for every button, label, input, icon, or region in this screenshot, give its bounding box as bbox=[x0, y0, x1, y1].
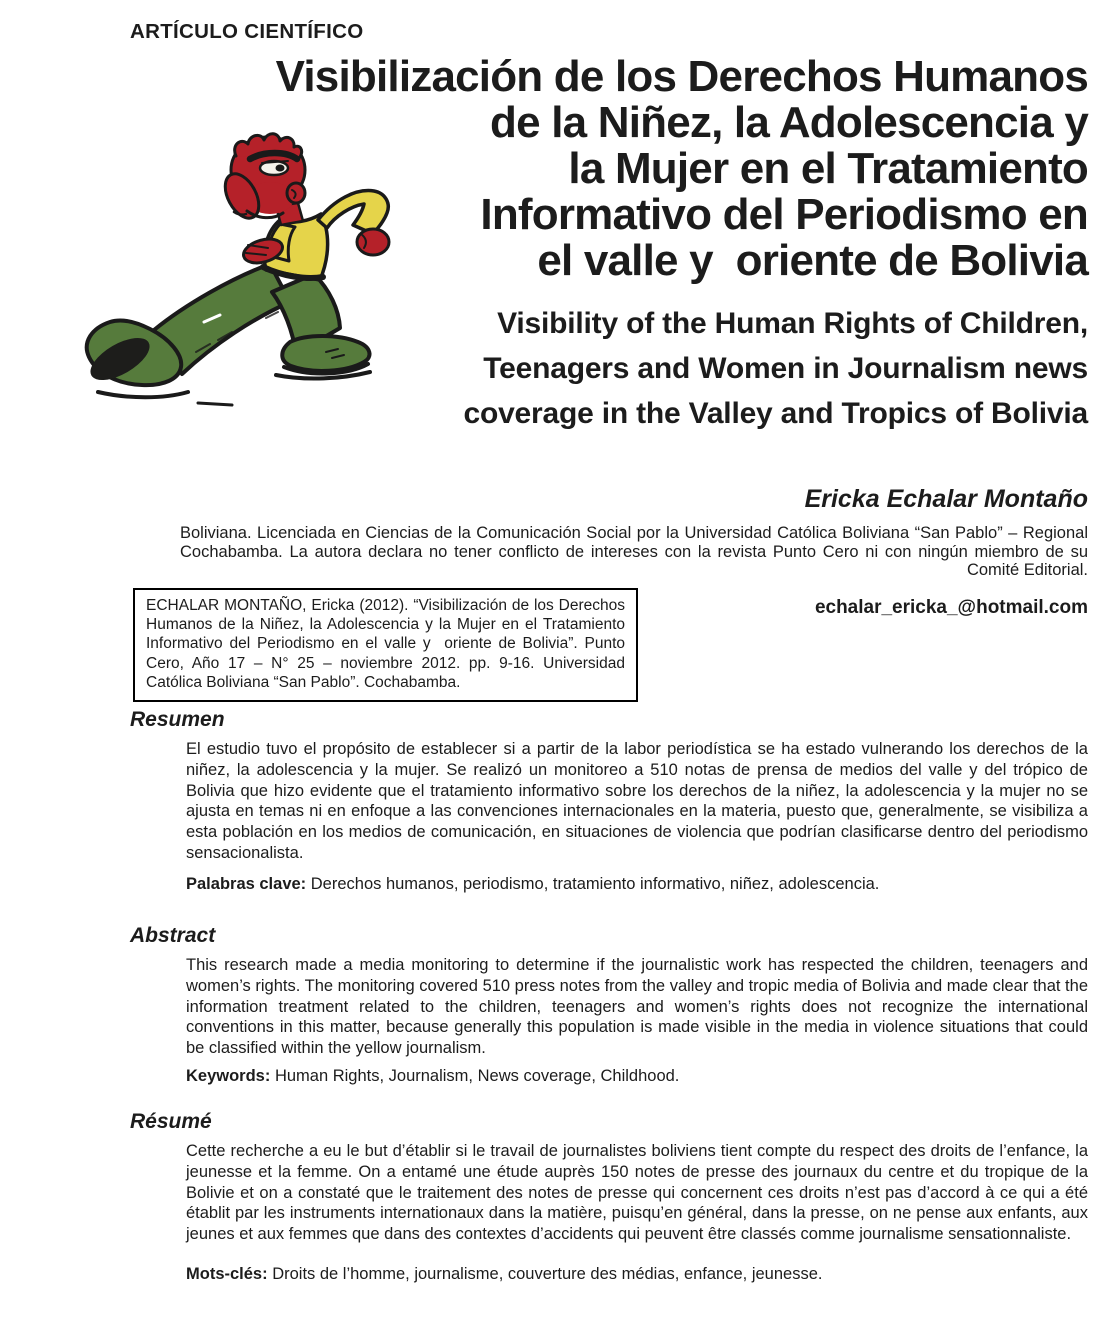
resume-body: Cette recherche a eu le but d’établir si le travail de journalistes boliviens tient compte du respect des droits de l’enfance, la jeunesse et la femme. On a entamé une étude auprès 150 notes de presse des journaux du centre et du tropique de la Bolivie et on a constaté que le traitement des notes de presse qui concernent ces droits n’est pas d’accord à ce qui a été établit par les instruments internationaux dans la matière, puisqu’en général, dans la presse, on ne pense aux enfants, aux jeunes et aux femmes que dans des contextes d’accidents qui peuvent être classés comme journalisme sensationnaliste. bbox=[186, 1142, 1088, 1244]
abstract-keywords bbox=[186, 1066, 1088, 1087]
resumen-keywords-label: Palabras clave: bbox=[186, 875, 307, 893]
author-affiliation: Boliviana. Licenciada en Ciencias de la Comunicación Social por la Universidad Católica Boliviana “San Pablo” – Regional Cochabamba. La autora declara no tener conflicto de intereses con la revista Punto Cero ni con ningún miembro de su Comité Editorial. bbox=[180, 524, 1088, 580]
author-name: Ericka Echalar Montaño bbox=[804, 485, 1088, 513]
article-title-en bbox=[320, 301, 1088, 436]
article-kicker: ARTÍCULO CIENTÍFICO bbox=[130, 20, 364, 43]
citation-box: ECHALAR MONTAÑO, Ericka (2012). “Visibilización de los Derechos Humanos de la Niñez, la Adolescencia y la Mujer en el Tratamiento Informativo del Periodismo en el valle y oriente de Bolivia”. Punto Cero, Año 17 – N° 25 – noviembre 2012. pp. 9-16. Universidad Católica Boliviana “San Pablo”. Cochabamba. bbox=[133, 588, 638, 702]
resumen-heading: Resumen bbox=[130, 708, 225, 731]
title-en-line: Visibility of the Human Rights of Children, bbox=[497, 307, 1088, 340]
title-es-line: la Mujer en el Tratamiento bbox=[568, 144, 1088, 193]
title-es-line: el valle y oriente de Bolivia bbox=[537, 236, 1088, 285]
title-es-line: de la Niñez, la Adolescencia y bbox=[490, 98, 1088, 147]
resume-heading: Résumé bbox=[130, 1110, 212, 1133]
abstract-keywords-label: Keywords: bbox=[186, 1067, 271, 1085]
title-es-line: Informativo del Periodismo en bbox=[480, 190, 1088, 239]
resumen-keywords bbox=[186, 874, 1088, 895]
title-es-line: Visibilización de los Derechos Humanos bbox=[275, 52, 1088, 101]
resume-keywords bbox=[186, 1264, 1088, 1285]
resume-keywords-label: Mots-clés: bbox=[186, 1265, 268, 1283]
title-en-line: coverage in the Valley and Tropics of Bolivia bbox=[463, 397, 1088, 430]
author-email: echalar_ericka_@hotmail.com bbox=[814, 597, 1088, 618]
abstract-body: This research made a media monitoring to determine if the journalistic work has respected the children, teenagers and women’s rights. The monitoring covered 510 press notes from the valley and tropic media of Bolivia and made clear that the information treatment related to the children, teenagers and women’s rights does not recognize the international conventions in this matter, because generally this population is made visible in the media in violence situations that could be classified within the yellow journalism. bbox=[186, 956, 1088, 1058]
resumen-keywords-text: Derechos humanos, periodismo, tratamiento informativo, niñez, adolescencia. bbox=[306, 875, 880, 893]
abstract-heading: Abstract bbox=[130, 924, 216, 947]
abstract-keywords-text: Human Rights, Journalism, News coverage, Childhood. bbox=[270, 1067, 680, 1085]
resume-keywords-text: Droits de l’homme, journalisme, couverture des médias, enfance, jeunesse. bbox=[267, 1265, 823, 1283]
title-en-line: Teenagers and Women in Journalism news bbox=[483, 352, 1088, 385]
resumen-body: El estudio tuvo el propósito de establecer si a partir de la labor periodística se ha estado vulnerando los derechos de la niñez, la adolescencia y la mujer. Se realizó un monitoreo a 510 notas de prensa de medios del valle y del trópico de Bolivia que hizo evidente que el tratamiento informativo sobre los derechos de la niñez, la adolescencia y la mujer no se ajusta en temas ni en enfoque a las convenciones internacionales en la materia, puesto que, generalmente, se visibiliza a esta población en los medios de comunicación, en situaciones de violencia que podrían clasificarse dentro del periodismo sensacionalista. bbox=[186, 740, 1088, 862]
